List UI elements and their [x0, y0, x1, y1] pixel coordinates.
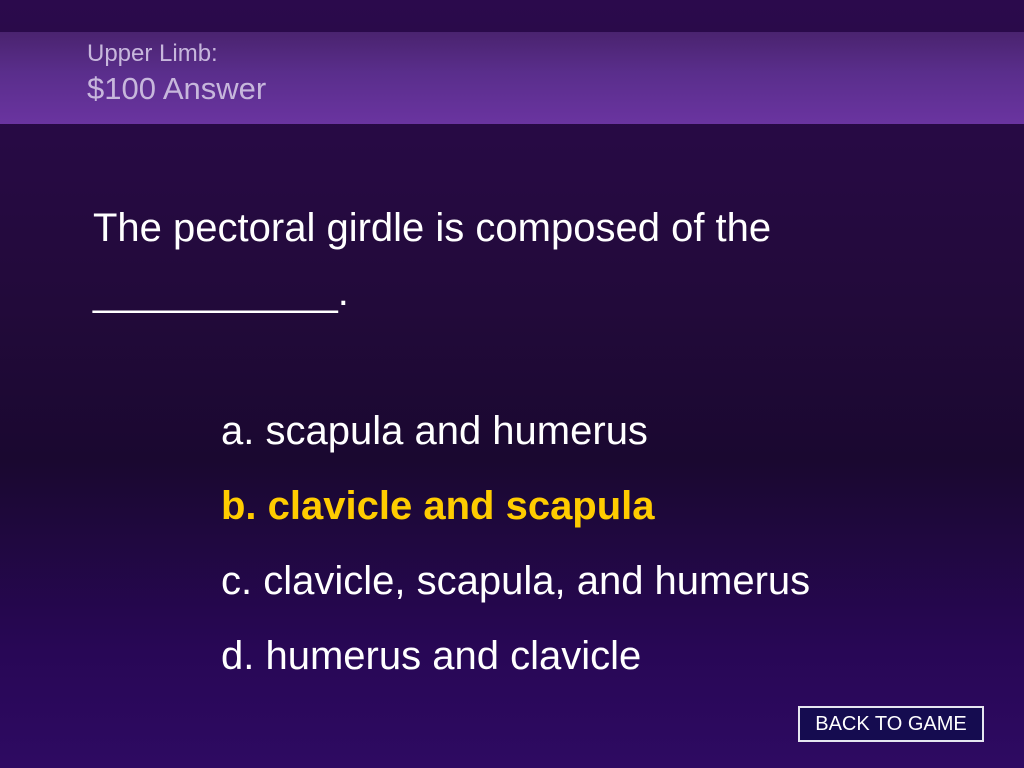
option-d: d. humerus and clavicle	[221, 634, 642, 678]
answer-options	[221, 404, 810, 704]
answer-value-title: $100 Answer	[87, 71, 267, 106]
category-title: Upper Limb:	[87, 40, 218, 67]
question-line-2: ___________.	[93, 270, 349, 314]
question-text	[93, 196, 953, 324]
option-c: c. clavicle, scapula, and humerus	[221, 559, 811, 603]
option-a: a. scapula and humerus	[221, 409, 648, 453]
slide-header	[87, 40, 266, 110]
option-b-correct: b. clavicle and scapula	[221, 484, 655, 528]
question-line-1: The pectoral girdle is composed of the	[93, 206, 772, 250]
back-to-game-button[interactable]: BACK TO GAME	[798, 706, 984, 742]
